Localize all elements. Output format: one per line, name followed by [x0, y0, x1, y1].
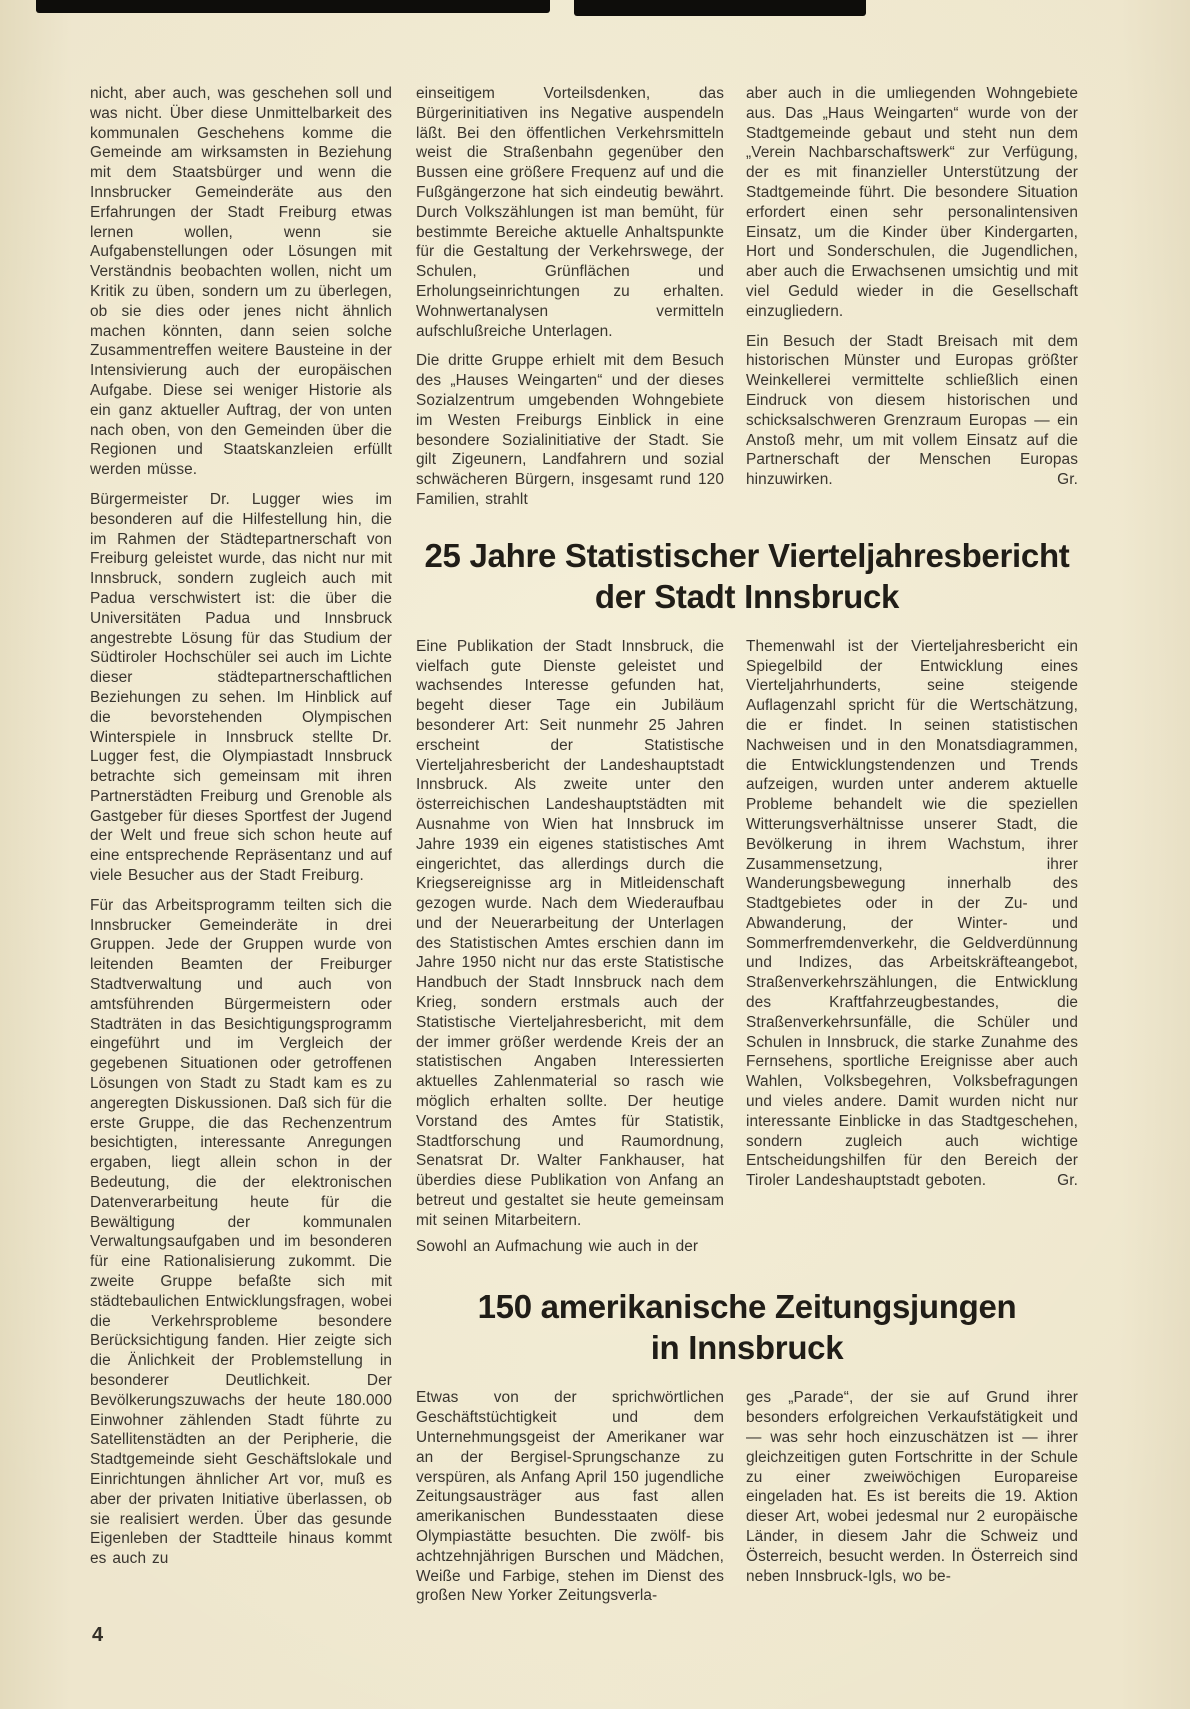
paragraph-text: Themenwahl ist der Vierteljahresbericht ein Spiegelbild der Entwicklung eines Vierteljahrhunderts, seine steigende Auflagenzahl spricht für die Wertschätzung, die er findet. In seinen statistischen Nachweisen und in den Monatsdiagrammen, die Entwicklungstendenzen und Trends aufzeigen, wurden unter anderem aktuelle Probleme behandelt wie die speziellen Witterungsverhältnisse unserer Stadt, die Bevölkerung in ihrem Wachstum, ihrer Zusammensetzung, ihrer Wanderungsbewegung innerhalb des Stadtgebietes oder in der Zu- und Abwanderung, der Winter- und Sommerfremdenverkehr, die Geldverdünnung und Indizes, das Arbeitskräfteangebot, Straßenverkehrszählungen, die Entwicklung des Kraftfahrzeugbestandes, die Straßenverkehrsunfälle, die Schüler und Schulen in Innsbruck, die starke Zunahme des Fernsehens, sportliche Ereignisse aber auch Wahlen, Volksbegehren, Volksbefragungen und vieles andere. Damit wurden nicht nur interessante Einblicke in das Stadtgeschehen, sondern zugleich auch wichtige Entscheidungshilfen für den Bereich der Tiroler Landeshauptstadt geboten.: [746, 637, 1078, 1190]
article-paragraph: Die dritte Gruppe erhielt mit dem Besuch des „Hauses Weingarten“ und der dieses Sozialzentrum umgebenden Wohngebiete im Westen Freiburgs Einblick in eine besondere Sozialinitiative der Stadt. Sie gilt Zigeunern, Landfahrern und sozial schwächeren Bürgern, insgesamt rund 120 Familien, strahlt: [416, 352, 724, 508]
article-paragraph: einseitigem Vorteilsdenken, das Bürgerinitiativen ins Negative auspendeln läßt. Bei den öffentlichen Verkehrsmitteln weist die Straßenbahn gegenüber den Bussen eine größere Frequenz auf und die Fußgängerzone hat sich eindeutig bewährt. Durch Volkszählungen ist man bemüht, für bestimmte Bereiche aktuelle Anhaltspunkte für die Gestaltung der Verkehrswege, der Schulen, Grünflächen und Erholungseinrichtungen zu erhalten. Wohnwertanalysen vermitteln aufschlußreiche Unterlagen.: [416, 85, 724, 340]
headline-statistics-article: [416, 535, 1078, 617]
article-paragraph: [746, 637, 1078, 1191]
page-number: 4: [92, 1624, 104, 1646]
article-paragraph: Etwas von der sprichwörtlichen Geschäftstüchtigkeit und dem Unternehmungsgeist der Amerikaner war an der Bergisel-Sprungschanze zu verspüren, als Anfang April 150 jugendliche Zeitungsausträger aus fast allen amerikanischen Bundesstaaten diese Olympiastätte besuchten. Die zwölf- bis achtzehnjährigen Burschen und Mädchen, Weiße und Farbige, stehen im Dienst des großen New Yorker Zeitungsverla-: [416, 1389, 724, 1605]
statistics-article-body: [416, 637, 1078, 1257]
statistics-article-right-column: [746, 637, 1078, 1257]
column-1-partnership-article: [90, 84, 392, 1606]
article-paragraph: Eine Publikation der Stadt Innsbruck, die vielfach gute Dienste geleistet und wachsendes Interesse gefunden hat, begeht dieser Tage ein Jubiläum besonderer Art: Seit nunmehr 25 Jahren erscheint der Statistische Vierteljahresbericht der Landeshauptstadt Innsbruck. Als zweite unter den österreichischen Landeshauptstädten mit Ausnahme von Wien hat Innsbruck im Jahre 1939 ein eigenes statistisches Amt eingerichtet, das allerdings durch die Kriegsereignisse arg in Mitleidenschaft gezogen wurde. Nach dem Wiederaufbau und der Neuerarbeitung der Unterlagen des Statistischen Amtes erschien dann im Jahre 1950 nicht nur das erste Statistische Handbuch der Stadt Innsbruck nach dem Krieg, sondern erstmals auch der Statistische Vierteljahresbericht, mit dem der immer größer werdende Kreis der an statistischen Angaben Interessierten aktuelles Zahlenmaterial so rasch wie möglich erhalten sollte. Der heutige Vorstand des Amtes für Statistik, Stadtforschung und Raumordnung, Senatsrat Dr. Walter Fankhauser, hat überdies diese Publikation von Anfang an betreut und gestaltet sie heute gemeinsam mit seinen Mitarbeitern.: [416, 637, 724, 1229]
author-initials: Gr.: [1057, 1172, 1078, 1190]
right-region: [416, 84, 1078, 1606]
page-content: [90, 84, 1078, 1606]
newsboys-article-body: [416, 1388, 1078, 1606]
headline-line-1: 25 Jahre Statistischer Vierteljahresbericht: [424, 536, 1070, 574]
article-paragraph: Für das Arbeitsprogramm teilten sich die Innsbrucker Gemeinderäte in drei Gruppen. Jede der Gruppen wurde von leitenden Beamten der Freiburger Stadtverwaltung und auch von amtsführenden Bürgermeistern oder Stadträten in das Besichtigungsprogramm eingeführt und im Vergleich der gegebenen Situationen oder getroffenen Lösungen von Stadt zu Stadt kam es zu angeregten Diskussionen. Daß sich für die erste Gruppe, die das Rechenzentrum besichtigten, interessante Anregungen ergaben, liegt allein schon in der Bedeutung, die der elektronischen Datenverarbeitung heute für die Bewältigung der kommunalen Verwaltungsaufgaben und im besonderen für eine Rationalisierung zukommt. Die zweite Gruppe befaßte sich mit städtebaulichen Entwicklungsfragen, wobei die Verkehrsprobleme besondere Berücksichtigung fanden. Hier zeigte sich die Änlichkeit der Problemstellung in besonderer Deutlichkeit. Der Bevölkerungszuwachs der heute 180.000 Einwohner zählenden Stadt führte zu Satellitenstädten an der Peripherie, die Stadtgemeinde sieht Geschäftslokale und Einrichtungen ähnlicher Art vor, muß es aber der privaten Initiative überlassen, ob sie realisiert werden. Über das gesunde Eigenleben der Stadtteile hinaus kommt es auch zu: [90, 896, 392, 1568]
article-paragraph: Bürgermeister Dr. Lugger wies im besonderen auf die Hilfestellung hin, die im Rahmen der Städtepartnerschaft von Freiburg geleistet wurde, das nicht nur mit Innsbruck, sondern zugleich auch mit Padua verschwistert ist: die über die Universitäten Padua und Innsbruck angestrebte Lösung für das Studium der Südtiroler Hochschüler sei auch im Lichte dieser städtepartnerschaftlichen Beziehungen zu sehen. Im Hinblick auf die bevorstehenden Olympischen Winterspiele in Innsbruck stellte Dr. Lugger fest, die Olympiastadt Innsbruck betrachte sich gemeinsam mit ihren Partnerstädten Freiburg und Grenoble als Gastgeber für dieses Sportfest der Jugend der Welt und freue sich schon heute auf eine entsprechende Repräsentanz und auf viele Besucher aus der Stadt Freiburg.: [90, 490, 392, 885]
article-paragraph: nicht, aber auch, was geschehen soll und was nicht. Über diese Unmittelbarkeit des kommunalen Geschehens komme die Gemeinde am wirksamsten in Beziehung mit dem Staatsbürger und wenn die Innsbrucker Gemeinderäte aus den Erfahrungen der Stadt Freiburg etwas lernen wollen, wenn sie Aufgabenstellungen oder Lösungen mit Verständnis beobachten wollen, nicht um Kritik zu üben, sondern um zu überlegen, ob sie dies oder jenes nicht ähnlich machen könnten, dann seien solche Zusammentreffen weitere Bausteine in der Intensivierung auch der europäischen Aufgabe. Diese sei weniger Historie als ein ganz aktueller Auftrag, der von unten nach oben, von den Gemeinden über die Regionen und Staatskanzleien erfüllt werden müsse.: [90, 85, 392, 479]
partnership-article-continuation: [416, 84, 1078, 510]
paragraph-text: Ein Besuch der Stadt Breisach mit dem historischen Münster und Europas größter Weinkellerei vermittelte schließlich einen Eindruck von diesem historischen und schicksalschweren Grenzraum Europas — ein Anstoß mehr, um mit vollem Einsatz auf die Partnerschaft der Menschen Europas hinzuwirken.: [746, 332, 1078, 489]
article-paragraph: ges „Parade“, der sie auf Grund ihrer besonders erfolgreichen Verkaufstätigkeit und — was sehr hoch einzuschätzen ist — ihrer gleichzeitigen guten Fortschritte in der Schule zu einer zweiwöchigen Europareise eingeladen hat. Es ist bereits die 19. Aktion dieser Art, wobei jedesmal nur 2 europäische Länder, in diesem Jahr die Schweiz und Österreich, besucht werden. In Österreich sind neben Innsbruck-Igls, wo be-: [746, 1389, 1078, 1585]
newsboys-article-left-column: [416, 1388, 724, 1606]
article-paragraph: aber auch in die umliegenden Wohngebiete aus. Das „Haus Weingarten“ wurde von der Stadtgemeinde gebaut und steht nun dem „Verein Nachbarschaftswerk“ zur Verfügung, der es mit finanzieller Unterstützung der Stadtgemeinde führt. Die besondere Situation erfordert einen sehr personalintensiven Einsatz, um die Kinder über Kindergarten, Hort und Sonderschulen, die Jugendlichen, aber auch die Erwachsenen umsichtig und mit viel Geduld wieder in die Gesellschaft einzugliedern.: [746, 85, 1078, 320]
column-3-partnership-article: [746, 84, 1078, 510]
scan-artifact-bar-right: [574, 0, 866, 16]
headline-newsboys-article: [416, 1286, 1078, 1368]
statistics-article-left-column: [416, 637, 724, 1257]
article-paragraph: [746, 332, 1078, 490]
headline-line-2: der Stadt Innsbruck: [594, 577, 900, 615]
newsboys-article-right-column: [746, 1388, 1078, 1606]
scan-artifact-bar-left: [36, 0, 550, 13]
headline-line-2: in Innsbruck: [650, 1329, 844, 1367]
headline-line-1: 150 amerikanische Zeitungsjungen: [477, 1288, 1017, 1326]
author-initials: Gr.: [1057, 471, 1078, 489]
article-paragraph: Sowohl an Aufmachung wie auch in der: [416, 1237, 699, 1255]
column-2-partnership-article: [416, 84, 724, 510]
